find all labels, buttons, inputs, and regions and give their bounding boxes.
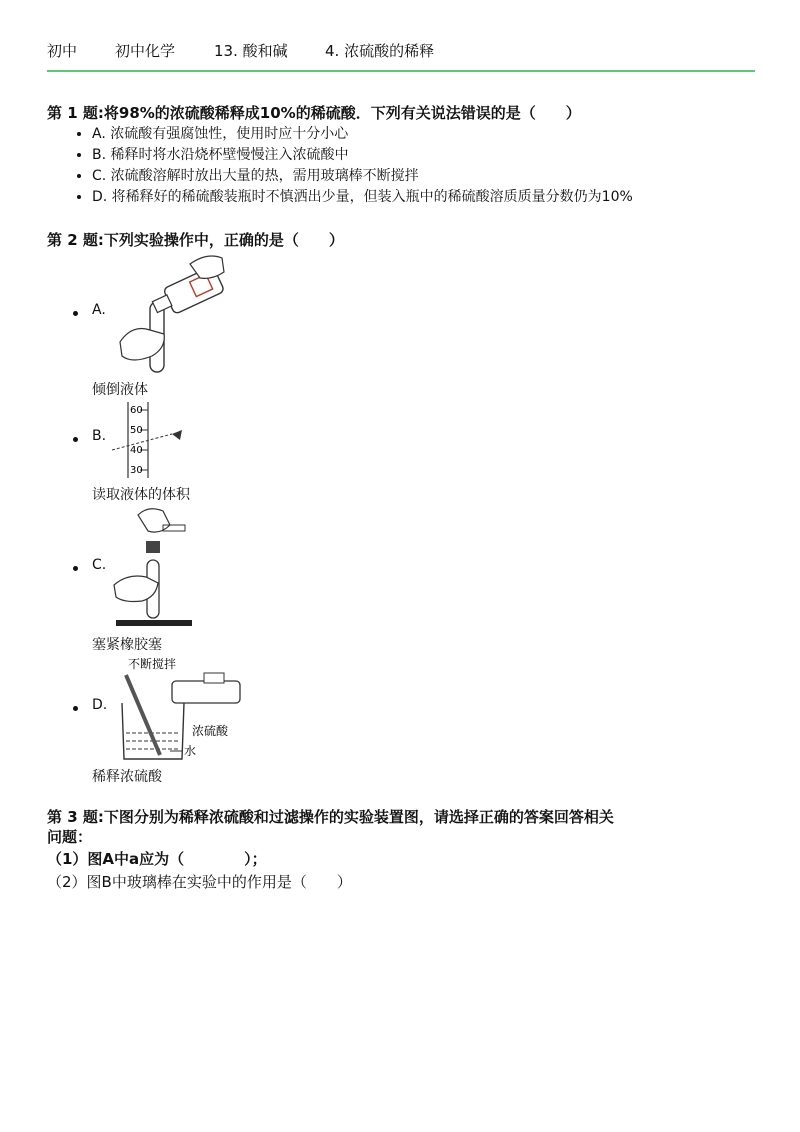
q2-option-c-bullet	[73, 566, 78, 571]
q2-option-a-label[interactable]: A.	[92, 302, 106, 318]
q2-option-b-label[interactable]: B.	[92, 428, 107, 444]
question-3-title-cont: 问题：	[47, 828, 93, 846]
q2-option-d-bullet	[73, 706, 78, 711]
q2-option-a-bullet	[73, 311, 78, 316]
dilution-figure[interactable]	[110, 655, 250, 765]
q2-option-c-caption: 塞紧橡胶塞	[92, 637, 162, 653]
q2-option-d-label[interactable]: D.	[92, 697, 108, 713]
breadcrumb-level[interactable]: 初中	[47, 42, 78, 60]
stopper-insertion-figure[interactable]	[108, 505, 198, 633]
cylinder-tick-30: 30	[130, 465, 143, 476]
question-3-sub-1: （1）图A中a应为（ ）；	[47, 850, 267, 868]
question-1-title: 第 1 题:将98%的浓硫酸稀释成10%的稀硫酸．下列有关说法错误的是（ ）	[47, 104, 581, 122]
pouring-liquid-figure[interactable]	[112, 252, 232, 377]
q1-option-d[interactable]: • D. 将稀释好的稀硫酸装瓶时不慎洒出少量，但装入瓶中的稀硫酸溶质质量分数仍为10%	[92, 187, 633, 208]
q2-option-b-caption: 读取液体的体积	[92, 487, 190, 503]
q2-option-b-bullet	[73, 437, 78, 442]
question-3-title: 第 3 题:下图分别为稀释浓硫酸和过滤操作的实验装置图，请选择正确的答案回答相关	[47, 808, 614, 826]
breadcrumb-subject[interactable]: 初中化学	[115, 42, 176, 60]
q2-option-c-label[interactable]: C.	[92, 557, 107, 573]
q1-option-c[interactable]: • C. 浓硫酸溶解时放出大量的热，需用玻璃棒不断搅拌	[92, 166, 633, 187]
question-1-options	[62, 124, 633, 208]
cylinder-tick-50: 50	[130, 425, 143, 436]
breadcrumb-section[interactable]: 4. 浓硫酸的稀释	[325, 42, 435, 60]
measuring-cylinder-figure[interactable]	[110, 398, 200, 480]
stir-label: 不断搅拌	[128, 657, 177, 671]
header-divider	[47, 70, 755, 72]
cylinder-tick-40: 40	[130, 445, 143, 456]
breadcrumb-chapter[interactable]: 13. 酸和碱	[214, 42, 288, 60]
question-2-title: 第 2 题:下列实验操作中，正确的是（ ）	[47, 231, 344, 249]
q1-option-b[interactable]: • B. 稀释时将水沿烧杯壁慢慢注入浓硫酸中	[92, 145, 633, 166]
q2-option-d-caption: 稀释浓硫酸	[92, 769, 162, 785]
question-3-sub-2: （2）图B中玻璃棒在实验中的作用是（ ）	[47, 873, 352, 891]
cylinder-tick-60: 60	[130, 405, 143, 416]
water-label: 水	[184, 744, 197, 758]
acid-label: 浓硫酸	[192, 724, 229, 738]
q1-option-a[interactable]: • A. 浓硫酸有强腐蚀性，使用时应十分小心	[92, 124, 633, 145]
eye-icon	[172, 430, 182, 440]
q2-option-a-caption: 倾倒液体	[92, 382, 148, 398]
